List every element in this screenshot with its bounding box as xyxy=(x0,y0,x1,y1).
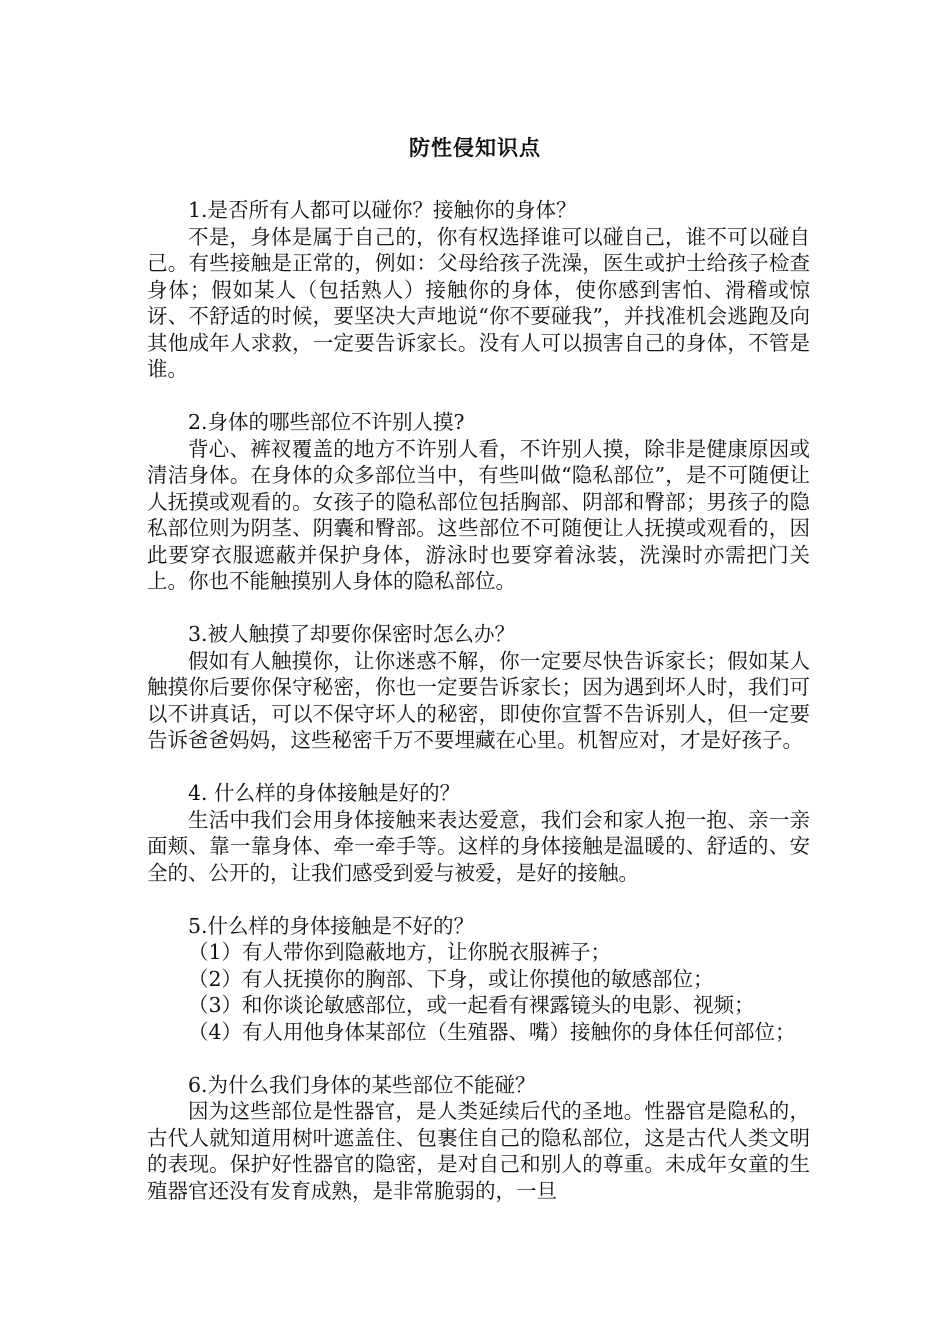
question-heading: 6.为什么我们身体的某些部位不能碰？ xyxy=(188,1072,536,1097)
paragraph: 不是，身体是属于自己的，你有权选择谁可以碰自己，谁不可以碰自己。有些接触是正常的，例如：父母给孩子洗澡，医生或护士给孩子检查身体；假如某人（包括熟人）接触你的身体，使你感到害怕、滑稽或惊讶、不舒适的时候，要坚决大声地说“你不要碰我”，并找准机会逃跑及向其他成年人求救，一定要告诉家长。没有人可以损害自己的身体，不管是谁。 xyxy=(147,224,810,381)
question-heading: 3.被人触摸了却要你保密时怎么办？ xyxy=(188,622,516,646)
question-heading: 1.是否所有人都可以碰你？接触你的身体？ xyxy=(188,198,577,222)
section-6 xyxy=(147,1072,810,1205)
question-heading: 4. 什么样的身体接触是好的？ xyxy=(188,781,461,805)
section-3 xyxy=(147,621,810,754)
section-5 xyxy=(147,913,810,1046)
question-heading: 2.身体的哪些部位不许别人摸? xyxy=(188,410,465,434)
question-heading: 5.什么样的身体接触是不好的？ xyxy=(188,913,475,938)
list-item: （1）有人带你到隐蔽地方，让你脱衣服裤子； xyxy=(188,940,612,964)
list-item: （4）有人用他身体某部位（生殖器、嘴）接触你的身体任何部位； xyxy=(188,1019,796,1044)
paragraph: 背心、裤衩覆盖的地方不许别人看，不许别人摸，除非是健康原因或清洁身体。在身体的众多部位当中，有些叫做“隐私部位”，是不可随便让人抚摸或观看的。女孩子的隐私部位包括胸部、阴部和臀部；男孩子的隐私部位则为阴茎、阴囊和臀部。这些部位不可随便让人抚摸或观看的，因此要穿衣服遮蔽并保护身体，游泳时也要穿着泳装，洗澡时亦需把门关上。你也不能触摸别人身体的隐私部位。 xyxy=(147,436,810,593)
list-item: （2）有人抚摸你的胸部、下身，或让你摸他的敏感部位； xyxy=(188,966,714,991)
section-2 xyxy=(147,409,810,595)
paragraph: 因为这些部位是性器官，是人类延续后代的圣地。性器官是隐私的，古代人就知道用树叶遮盖住、包裹住自己的隐私部位，这是古代人类文明的表现。保护好性器官的隐密，是对自己和别人的尊重。未成年女童的生殖器官还没有发育成熟，是非常脆弱的，一旦 xyxy=(147,1099,810,1203)
document-body xyxy=(147,197,810,1231)
paragraph: 假如有人触摸你，让你迷惑不解，你一定要尽快告诉家长；假如某人触摸你后要你保守秘密，你也一定要告诉家长；因为遇到坏人时，我们可以不讲真话，可以不保守坏人的秘密，即使你宣誓不告诉别人，但一定要告诉爸爸妈妈，这些秘密千万不要埋藏在心里。机智应对，才是好孩子。 xyxy=(147,648,810,752)
page-title: 防性侵知识点 xyxy=(409,136,541,160)
list-item: （3）和你谈论敏感部位，或一起看有裸露镜头的电影、视频； xyxy=(188,993,755,1017)
section-4 xyxy=(147,780,810,886)
paragraph: 生活中我们会用身体接触来表达爱意，我们会和家人抱一抱、亲一亲面颊、靠一靠身体、牵一牵手等。这样的身体接触是温暖的、舒适的、安全的、公开的，让我们感受到爱与被爱，是好的接触。 xyxy=(147,807,810,885)
section-1 xyxy=(147,197,810,383)
